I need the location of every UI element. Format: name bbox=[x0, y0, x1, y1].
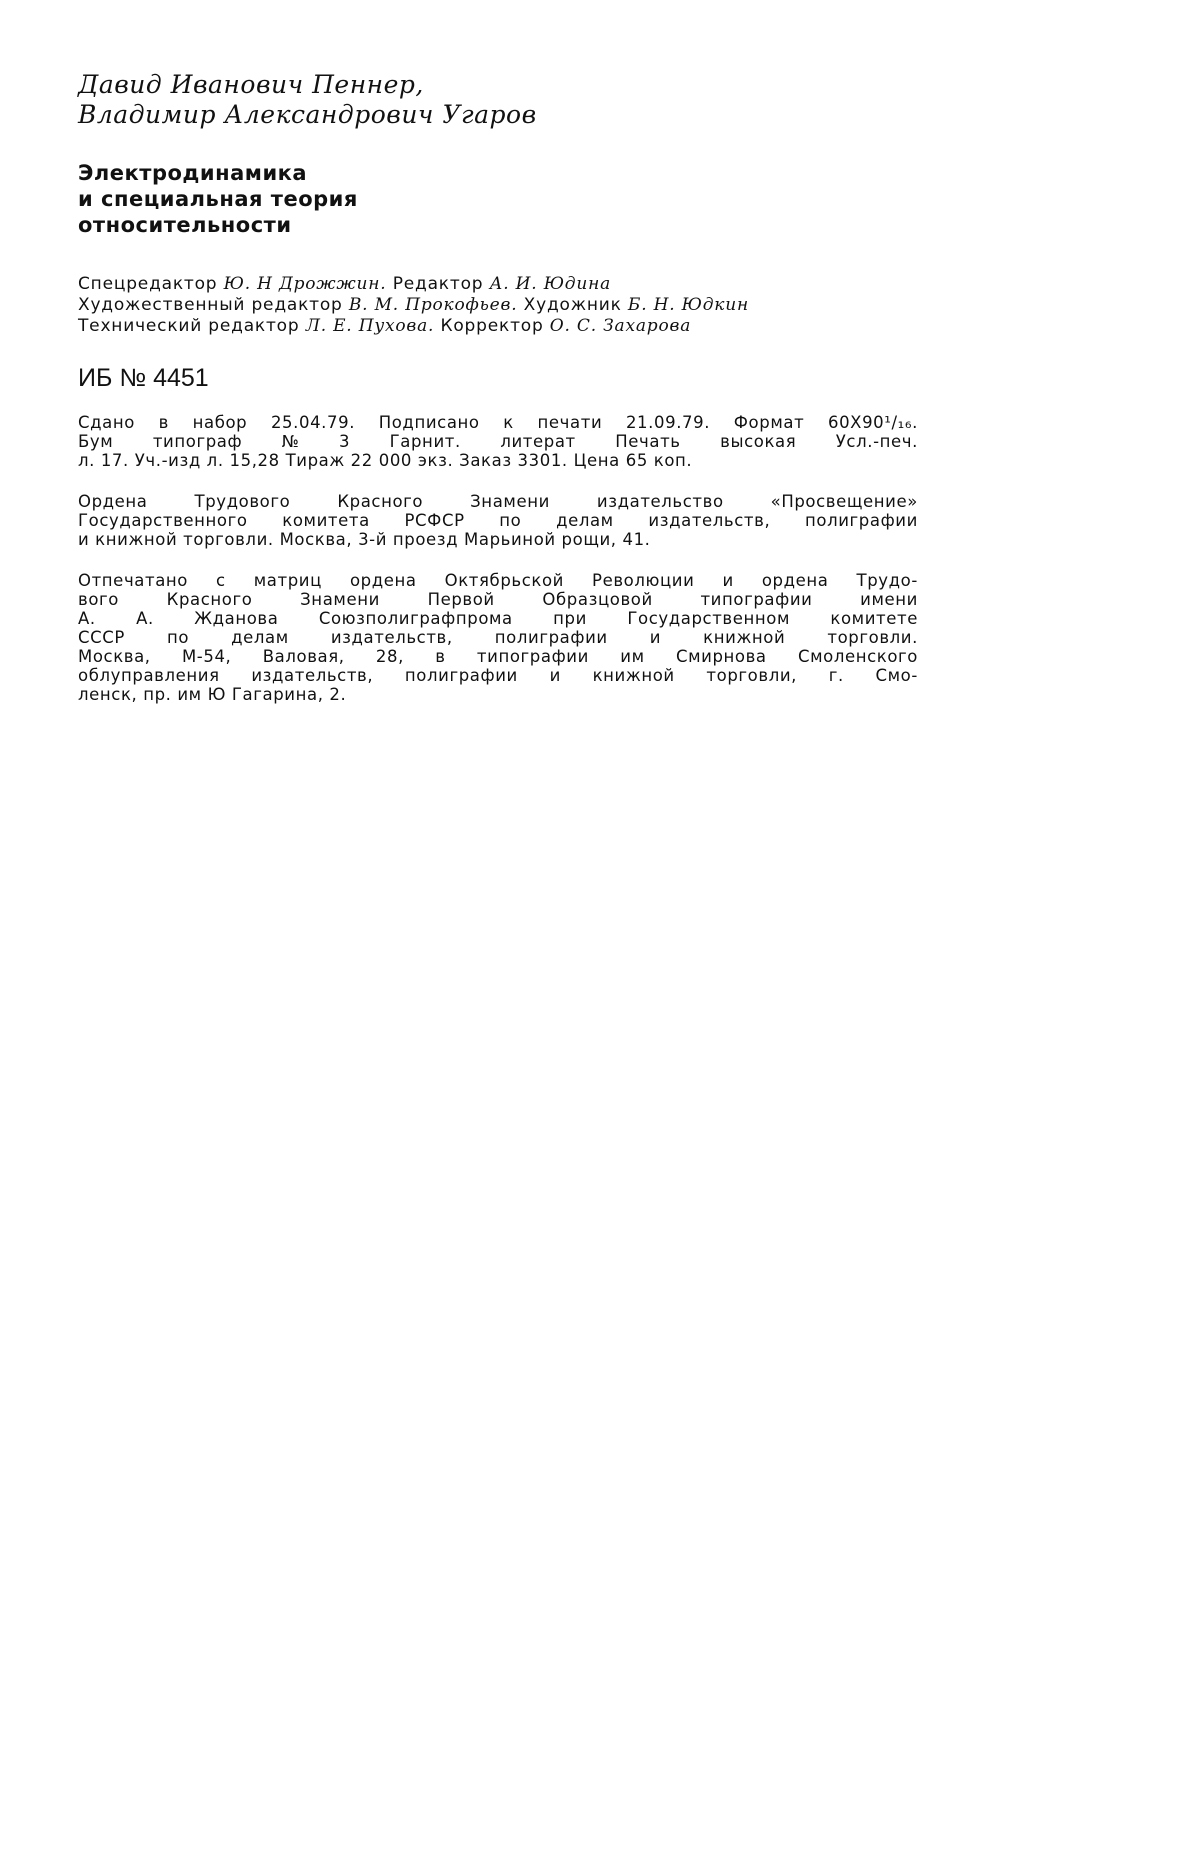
print-info-line: Сдано в набор 25.04.79. Подписано к печати 21.09.79. Формат 60X90¹/₁₆. bbox=[78, 413, 918, 432]
credit-name: Л. Е. Пухова. bbox=[305, 316, 435, 336]
printer-line: Отпечатано с матриц ордена Октябрьской Революции и ордена Трудо- bbox=[78, 571, 918, 590]
credit-name: Б. Н. Юдкин bbox=[627, 295, 749, 315]
printer-line: СССР по делам издательств, полиграфии и книжной торговли. bbox=[78, 628, 918, 647]
credits-line-2 bbox=[78, 295, 918, 316]
printer-line: Москва, М-54, Валовая, 28, в типографии им Смирнова Смоленского bbox=[78, 647, 918, 666]
authors bbox=[78, 70, 918, 130]
print-info bbox=[78, 413, 918, 470]
credit-label: Редактор bbox=[392, 274, 484, 294]
publisher-line: и книжной торговли. Москва, 3-й проезд Марьиной рощи, 41. bbox=[78, 530, 651, 549]
credit-label: Технический редактор bbox=[78, 316, 300, 336]
editorial-credits bbox=[78, 274, 918, 337]
credit-name: Ю. Н Дрожжин. bbox=[223, 274, 387, 294]
print-info-line: л. 17. Уч.-изд л. 15,28 Тираж 22 000 экз. Заказ 3301. Цена 65 коп. bbox=[78, 451, 693, 470]
printer-line: вого Красного Знамени Первой Образцовой типографии имени bbox=[78, 590, 918, 609]
credits-line-3 bbox=[78, 316, 918, 337]
credit-label: Художественный редактор bbox=[78, 295, 343, 315]
credit-name: А. И. Юдина bbox=[489, 274, 612, 294]
colophon-page bbox=[78, 70, 918, 704]
publisher-line: Ордена Трудового Красного Знамени издательство «Просвещение» bbox=[78, 492, 918, 511]
print-info-line: Бум типограф № 3 Гарнит. литерат Печать высокая Усл.-печ. bbox=[78, 432, 918, 451]
printer-info bbox=[78, 571, 918, 704]
title-line-2: и специальная теория bbox=[78, 187, 358, 211]
publisher-info bbox=[78, 492, 918, 549]
ib-number: ИБ № 4451 bbox=[78, 364, 209, 392]
title-line-1: Электродинамика bbox=[78, 161, 308, 185]
credits-line-1 bbox=[78, 274, 918, 295]
credit-name: В. М. Прокофьев. bbox=[348, 295, 518, 315]
credit-label: Спецредактор bbox=[78, 274, 218, 294]
publisher-line: Государственного комитета РСФСР по делам издательств, полиграфии bbox=[78, 511, 918, 530]
title-line-3: относительности bbox=[78, 213, 292, 237]
printer-line: облуправления издательств, полиграфии и книжной торговли, г. Смо- bbox=[78, 666, 918, 685]
credit-label: Корректор bbox=[440, 316, 544, 336]
author-2: Владимир Александрович Угаров bbox=[78, 100, 537, 129]
printer-line: А. А. Жданова Союзполиграфпрома при Государственном комитете bbox=[78, 609, 918, 628]
printer-line: ленск, пр. им Ю Гагарина, 2. bbox=[78, 685, 347, 704]
book-title bbox=[78, 160, 918, 238]
credit-name: О. С. Захарова bbox=[549, 316, 692, 336]
author-1: Давид Иванович Пеннер, bbox=[78, 70, 424, 99]
credit-label: Художник bbox=[523, 295, 622, 315]
